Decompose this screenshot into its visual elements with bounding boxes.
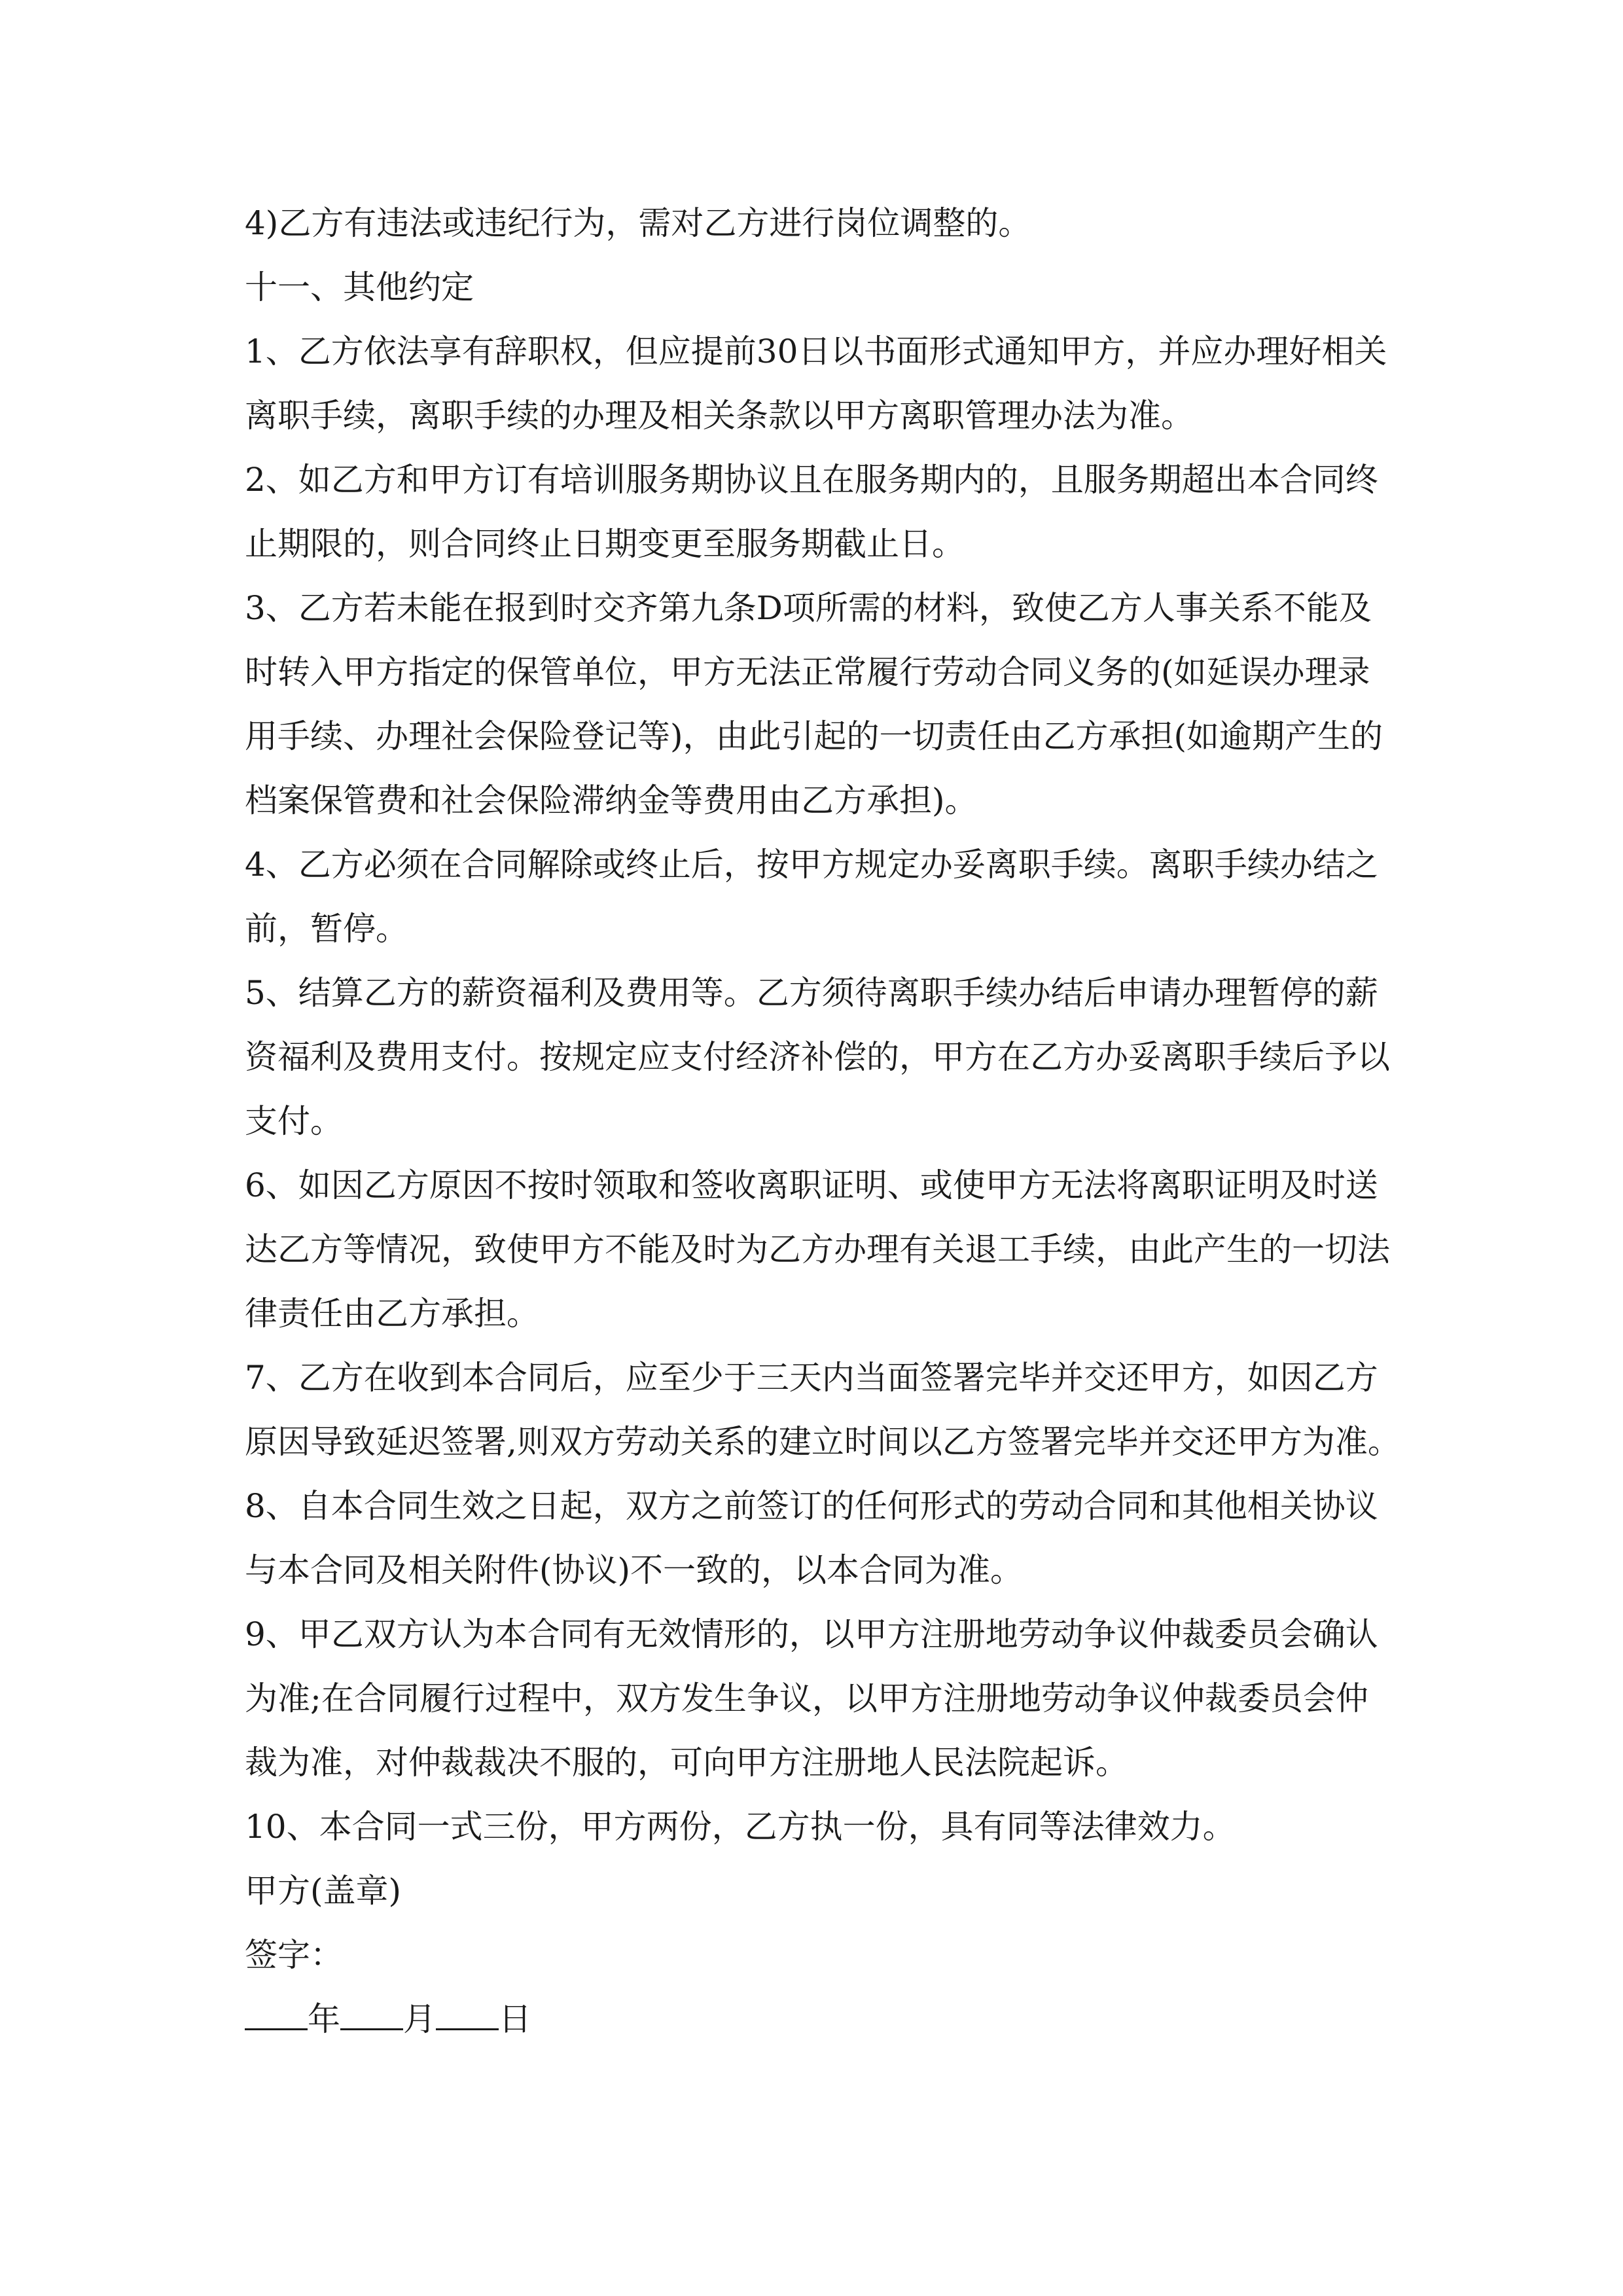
text-line: 支付。 xyxy=(245,1102,343,1140)
text-line: 5、结算乙方的薪资福利及费用等。乙方须待离职手续办结后申请办理暂停的薪 xyxy=(245,974,1378,1012)
month-label: 月 xyxy=(403,2000,436,2038)
signature-label: 签字： xyxy=(245,1936,343,1974)
text-line: 档案保管费和社会保险滞纳金等费用由乙方承担)。 xyxy=(245,781,978,819)
text-line: 1、乙方依法享有辞职权，但应提前30日以书面形式通知甲方，并应办理好相关 xyxy=(245,332,1387,370)
text-line: 4、乙方必须在合同解除或终止后，按甲方规定办妥离职手续。离职手续办结之 xyxy=(245,846,1378,884)
text-line: 离职手续，离职手续的办理及相关条款以甲方离职管理办法为准。 xyxy=(245,397,1194,435)
text-line: 8、自本合同生效之日起，双方之前签订的任何形式的劳动合同和其他相关协议 xyxy=(245,1487,1378,1525)
month-blank xyxy=(340,1996,403,2030)
text-line: 律责任由乙方承担。 xyxy=(245,1295,539,1333)
text-line: 用手续、办理社会保险登记等)，由此引起的一切责任由乙方承担(如逾期产生的 xyxy=(245,717,1383,755)
text-line: 2、如乙方和甲方订有培训服务期协议且在服务期内的，且服务期超出本合同终 xyxy=(245,461,1378,499)
text-line: 裁为准，对仲裁裁决不服的，可向甲方注册地人民法院起诉。 xyxy=(245,1744,1128,1782)
text-line: 原因导致延迟签署,则双方劳动关系的建立时间以乙方签署完毕并交还甲方为准。 xyxy=(245,1423,1400,1461)
text-line: 6、如因乙方原因不按时领取和签收离职证明、或使甲方无法将离职证明及时送 xyxy=(245,1166,1378,1204)
text-line: 资福利及费用支付。按规定应支付经济补偿的，甲方在乙方办妥离职手续后予以 xyxy=(245,1038,1390,1076)
day-label: 日 xyxy=(499,2000,531,2038)
year-blank xyxy=(245,1996,308,2030)
text-line: 与本合同及相关附件(协议)不一致的，以本合同为准。 xyxy=(245,1551,1024,1589)
text-line: 时转入甲方指定的保管单位，甲方无法正常履行劳动合同义务的(如延误办理录 xyxy=(245,653,1370,691)
text-line: 止期限的，则合同终止日期变更至服务期截止日。 xyxy=(245,525,965,563)
text-line: 为准;在合同履行过程中，双方发生争议，以甲方注册地劳动争议仲裁委员会仲 xyxy=(245,1679,1368,1717)
text-line: 4)乙方有违法或违纪行为，需对乙方进行岗位调整的。 xyxy=(245,204,1031,242)
section-heading: 十一、其他约定 xyxy=(245,268,474,306)
day-blank xyxy=(436,1996,499,2030)
text-line: 3、乙方若未能在报到时交齐第九条D项所需的材料，致使乙方人事关系不能及 xyxy=(245,589,1372,627)
text-line: 9、甲乙双方认为本合同有无效情形的，以甲方注册地劳动争议仲裁委员会确认 xyxy=(245,1615,1378,1653)
text-line: 10、本合同一式三份，甲方两份，乙方执一份，具有同等法律效力。 xyxy=(245,1808,1236,1846)
year-label: 年 xyxy=(308,2000,340,2038)
text-line: 7、乙方在收到本合同后，应至少于三天内当面签署完毕并交还甲方，如因乙方 xyxy=(245,1359,1378,1397)
date-line xyxy=(245,1987,1397,2051)
document-body xyxy=(245,191,1400,2051)
text-line: 前，暂停。 xyxy=(245,910,408,948)
text-line: 达乙方等情况，致使甲方不能及时为乙方办理有关退工手续，由此产生的一切法 xyxy=(245,1230,1390,1268)
party-a-seal-label: 甲方(盖章) xyxy=(245,1872,402,1910)
